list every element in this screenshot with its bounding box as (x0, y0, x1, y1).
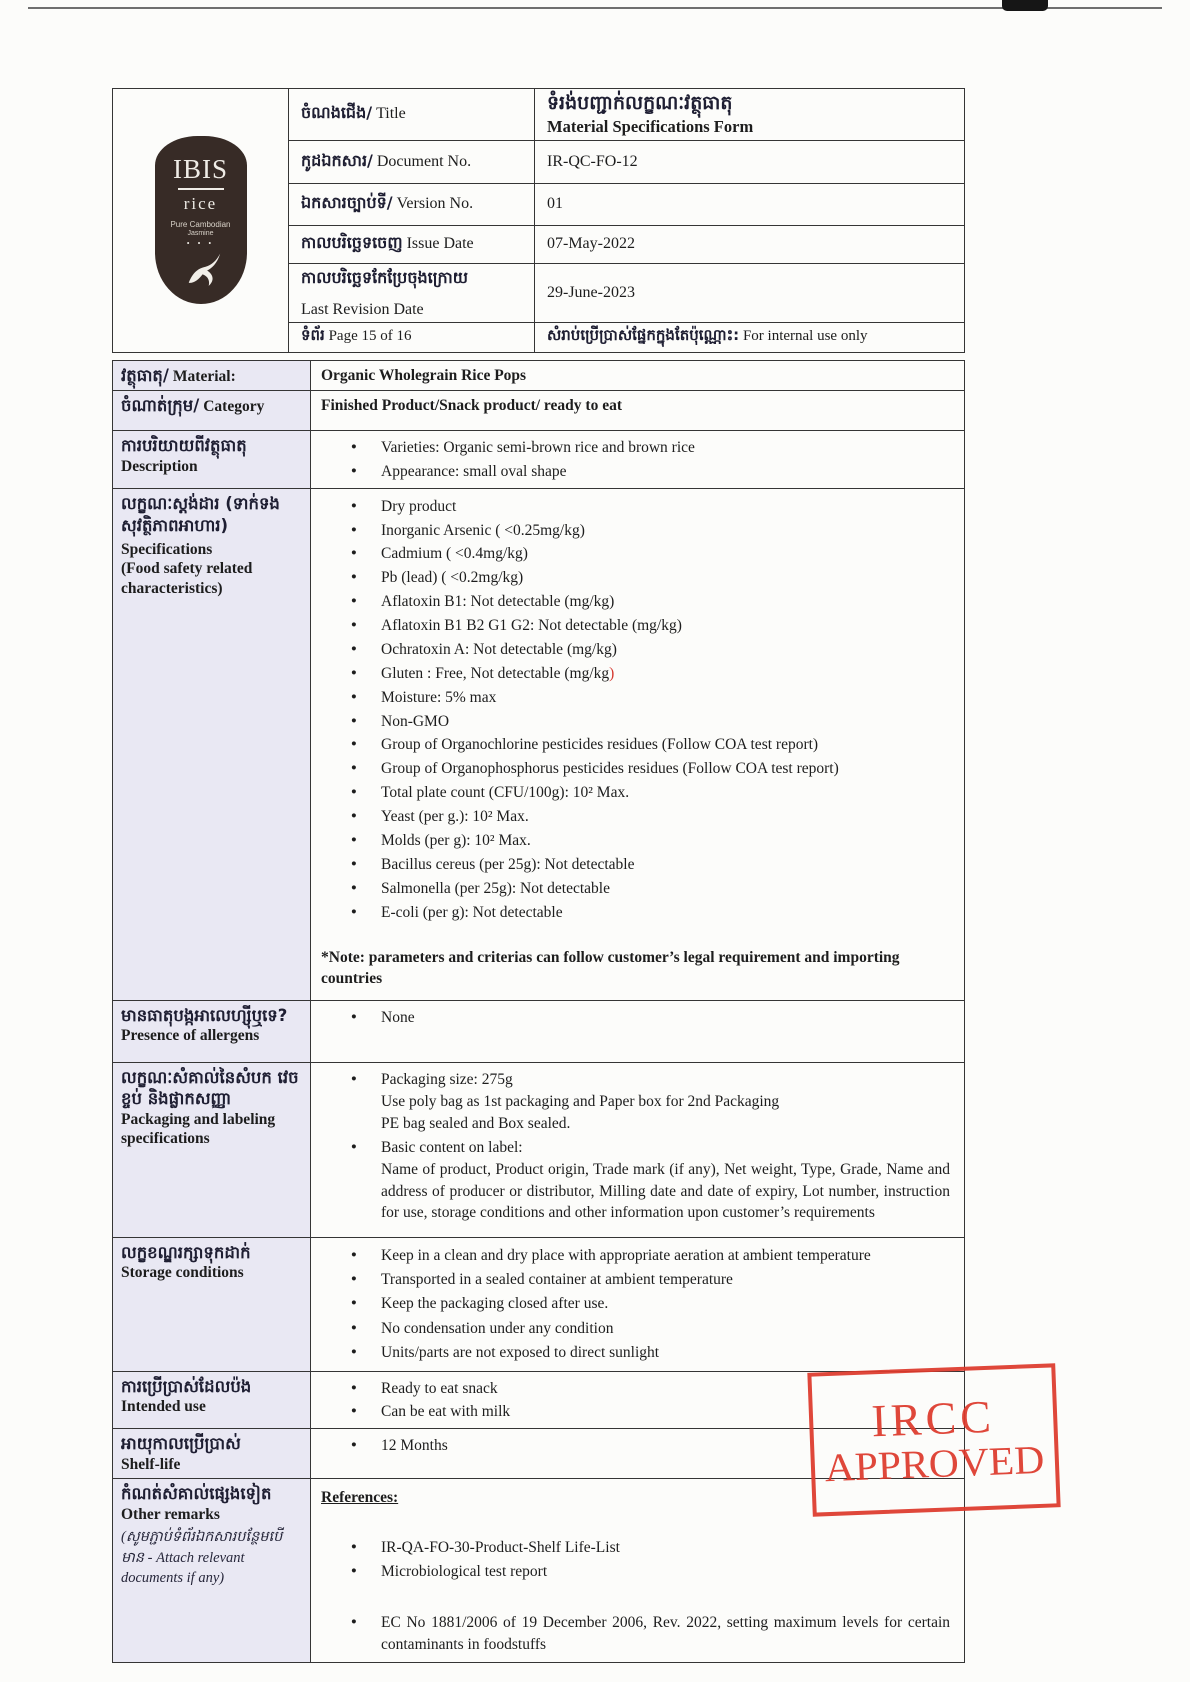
bullet-icon: ● (351, 1141, 357, 1152)
specifications-label-km: លក្ខណៈស្តង់ដារ (ទាក់ទងសុវត្ថិភាពអាហារ) (121, 494, 280, 535)
logo-product-text: rice (183, 193, 218, 213)
header-label-issue-date-km: កាលបរិច្ឆេទចេញ (301, 233, 403, 253)
bullet-item (321, 496, 954, 517)
packaging-label (113, 1062, 311, 1237)
packaging-value-cell (311, 1062, 965, 1237)
bullet-icon: ● (351, 1011, 357, 1022)
bullet-icon: ● (351, 442, 357, 453)
allergens-value-cell (311, 1000, 965, 1062)
bullet-icon: ● (351, 1322, 357, 1333)
document-title-khmer: ទំរង់បញ្ជាក់លក្ខណៈវត្ថុធាតុ (547, 92, 733, 114)
intended-use-label-en: Intended use (121, 1398, 206, 1415)
row-material (113, 361, 965, 391)
bullet-text: Group of Organochlorine pesticides residues (Follow COA test report) (381, 736, 819, 754)
packaging-label-en: Packaging and labeling specifications (121, 1110, 276, 1147)
bullet-item (321, 461, 954, 482)
logo-divider (178, 188, 224, 190)
logo-tagline-2: Jasmine (187, 229, 214, 237)
bullet-text: Can be eat with milk (381, 1402, 511, 1420)
bullet-item (321, 782, 954, 803)
bullet-text: Ready to eat snack (381, 1379, 498, 1397)
bullet-icon: ● (351, 811, 357, 822)
bullet-icon: ● (351, 548, 357, 559)
bullet-text: EC No 1881/2006 of 19 December 2006, Rev. 2022, setting maximum levels for certain contaminants in foodstuffs (381, 1614, 950, 1653)
document-title: Material Specifications Form (547, 116, 754, 136)
bullet-text: Bacillus cereus (per 25g): Not detectable (381, 855, 635, 873)
bullet-text: Dry product (381, 497, 457, 515)
bullet-item (321, 1293, 954, 1314)
header-label-title (289, 89, 535, 141)
ibis-rice-logo (155, 136, 247, 304)
page-number-text: Page 15 of 16 (328, 328, 412, 345)
bullet-item (321, 711, 954, 732)
other-remarks-label-en: Other remarks (121, 1505, 220, 1523)
storage-label (113, 1237, 311, 1371)
bullet-item (321, 1612, 954, 1655)
packaging-bullet-list (321, 1069, 954, 1224)
row-packaging (113, 1062, 965, 1237)
bullet-icon: ● (351, 500, 357, 511)
bullet-text: Keep in a clean and dry place with appropriate aeration at ambient temperature (381, 1246, 871, 1264)
bullet-text: Microbiological test report (381, 1562, 548, 1580)
bullet-icon: ● (351, 882, 357, 893)
bullet-item (321, 854, 954, 875)
bullet-text: Total plate count (CFU/100g): 10² Max. (381, 784, 630, 802)
bullet-item (321, 437, 954, 458)
specifications-label-en: Specifications (121, 541, 213, 559)
bullet-icon: ● (351, 834, 357, 845)
allergens-label-en: Presence of allergens (121, 1027, 260, 1045)
row-storage (113, 1237, 965, 1371)
header-label-page-km: ទំព័រ (301, 326, 325, 345)
bullet-text: Pb (lead) ( <0.2mg/kg) (381, 569, 524, 587)
description-label-km: ការបរិយាយពីវត្ថុធាតុ (121, 436, 247, 456)
bullet-text: Packaging size: 275g Use poly bag as 1st packaging and Paper box for 2nd Packaging PE bag sealed and Box sealed. (381, 1069, 954, 1135)
allergens-label (113, 1000, 311, 1062)
bullet-icon: ● (351, 739, 357, 750)
bullet-icon: ● (351, 667, 357, 678)
bullet-item (321, 806, 954, 827)
description-value-cell (311, 431, 965, 489)
ibis-bird-icon (178, 251, 224, 287)
bullet-icon: ● (351, 524, 357, 535)
header-label-document-no-km: កូដឯកសារ/ (301, 150, 373, 170)
specifications-bullet-list (321, 496, 954, 923)
ircc-approved-stamp (807, 1363, 1060, 1516)
bullet-text: IR-QA-FO-30-Product-Shelf Life-List (381, 1538, 620, 1556)
specifications-label (113, 489, 311, 1001)
bullet-text: Basic content on label: Name of product, Product origin, Trade mark (if any), Net weight, Type, Grade, Name and address of producer or distributor, Milling date and date of expiry, Lot number, instruction for use, storage conditions and other information upon customer’s requirements (381, 1137, 954, 1224)
bullet-text: Varieties: Organic semi-brown rice and brown rice (381, 439, 695, 457)
bullet-item (321, 878, 954, 899)
bullet-icon: ● (351, 1541, 357, 1552)
document-number-value: IR-QC-FO-12 (535, 140, 965, 183)
description-label-en: Description (121, 457, 198, 475)
bullet-icon: ● (351, 1249, 357, 1260)
logo-tagline-1: Pure Cambodian (170, 219, 231, 229)
bullet-item (321, 1561, 954, 1582)
internal-use-text: For internal use only (742, 328, 868, 345)
bullet-text: No condensation under any condition (381, 1319, 614, 1337)
references-heading: References: (321, 1489, 399, 1507)
bullet-item (321, 615, 954, 636)
storage-label-en: Storage conditions (121, 1264, 244, 1282)
intended-use-label-km: ការប្រើប្រាស់ដែលប៉ង (121, 1376, 252, 1396)
bullet-text: None (381, 1008, 415, 1026)
bullet-item (321, 687, 954, 708)
header-row-title (113, 89, 965, 141)
bullet-item (321, 902, 954, 923)
red-parenthesis: ) (609, 664, 615, 682)
logo-cell (113, 89, 289, 353)
category-value: Finished Product/Snack product/ ready to eat (321, 397, 622, 415)
bullet-icon: ● (351, 1617, 357, 1628)
header-label-last-revision (289, 263, 535, 322)
row-category (113, 391, 965, 431)
bullet-icon: ● (351, 1073, 357, 1084)
material-label (113, 361, 311, 391)
header-label-version (289, 183, 535, 225)
category-label (113, 391, 311, 431)
stamp-approved-text: APPROVED (824, 1436, 1046, 1491)
document-header-table (112, 88, 965, 353)
bullet-icon: ● (351, 596, 357, 607)
internal-use-khmer: សំរាប់ប្រើប្រាស់ផ្នែកក្នុងតែប៉ុណ្ណោះ: (547, 326, 740, 345)
bullet-icon: ● (351, 465, 357, 476)
description-label (113, 431, 311, 489)
storage-bullet-list (321, 1245, 954, 1364)
bullet-text: Cadmium ( <0.4mg/kg) (381, 545, 528, 563)
bullet-item (321, 1069, 954, 1135)
version-number-value: 01 (535, 183, 965, 225)
specifications-value-cell (311, 489, 965, 1001)
bullet-icon: ● (351, 620, 357, 631)
logo-dots: • • • (186, 238, 215, 248)
shelf-life-label-km: អាយុកាលប្រើប្រាស់ (121, 1434, 241, 1454)
header-label-last-revision-en: Last Revision Date (301, 300, 424, 318)
stamp-org-text: IRCC (870, 1390, 996, 1447)
material-label-km: វត្ថុធាតុ/ (121, 366, 169, 385)
other-remarks-label-km: កំណត់សំគាល់ផ្សេងទៀត (121, 1484, 272, 1504)
bullet-item (321, 830, 954, 851)
header-label-title-km: ចំណងជើង/ (301, 103, 373, 123)
intended-use-label (113, 1371, 311, 1429)
bullet-text: 12 Months (381, 1437, 448, 1455)
last-revision-date-value: 29-June-2023 (535, 263, 965, 322)
allergens-bullet-list (321, 1007, 954, 1028)
header-label-issue-date (289, 225, 535, 263)
bullet-text: Keep the packaging closed after use. (381, 1295, 609, 1313)
logo-brand-text: IBIS (172, 154, 228, 185)
bullet-icon: ● (351, 787, 357, 798)
material-value: Organic Wholegrain Rice Pops (321, 367, 527, 384)
bullet-icon: ● (351, 691, 357, 702)
packaging-label-km: លក្ខណៈសំគាល់នៃសំបក វេចខ្ចប់ និងផ្លាកសញ្ញា (121, 1067, 299, 1109)
issue-date-value: 07-May-2022 (535, 225, 965, 263)
row-specifications (113, 489, 965, 1001)
bullet-text: Appearance: small oval shape (381, 462, 567, 480)
bullet-icon: ● (351, 1405, 357, 1416)
scan-artifact-line (28, 7, 1162, 9)
bullet-item (321, 1269, 954, 1290)
bullet-item (321, 663, 954, 684)
bullet-item (321, 1137, 954, 1224)
header-value-title (535, 89, 965, 141)
bullet-item (321, 639, 954, 660)
row-description (113, 431, 965, 489)
bullet-subline: Use poly bag as 1st packaging and Paper box for 2nd Packaging (381, 1093, 780, 1111)
bullet-text: Non-GMO (381, 712, 450, 730)
bullet-item (321, 758, 954, 779)
bullet-icon: ● (351, 1298, 357, 1309)
header-label-last-revision-km: កាលបរិច្ឆេទកែប្រែចុងក្រោយ (301, 267, 468, 287)
bullet-item (321, 520, 954, 541)
other-remarks-label (113, 1479, 311, 1663)
header-label-document-no (289, 140, 535, 183)
bullet-icon: ● (351, 1440, 357, 1451)
bullet-text: Yeast (per g.): 10² Max. (381, 808, 529, 826)
bullet-text: Salmonella (per 25g): Not detectable (381, 879, 610, 897)
bullet-text: Ochratoxin A: Not detectable (mg/kg) (381, 640, 617, 658)
bullet-text: E-coli (per g): Not detectable (381, 903, 563, 921)
storage-value-cell (311, 1237, 965, 1371)
bullet-text: Units/parts are not exposed to direct sunlight (381, 1344, 660, 1362)
bullet-icon: ● (351, 1565, 357, 1576)
bullet-item (321, 1007, 954, 1028)
header-label-page (289, 322, 535, 352)
internal-use-cell (535, 322, 965, 352)
row-allergens (113, 1000, 965, 1062)
category-value-cell (311, 391, 965, 431)
header-label-title-en: Title (376, 105, 406, 123)
allergens-label-km: មានធាតុបង្កអាលេហ្ស៊ីឬទេ? (121, 1005, 288, 1025)
bullet-text: Group of Organophosphorus pesticides residues (Follow COA test report) (381, 760, 839, 778)
header-label-version-en: Version No. (396, 195, 474, 213)
references-bullet-list (321, 1537, 954, 1656)
bullet-icon: ● (351, 572, 357, 583)
bullet-icon: ● (351, 1382, 357, 1393)
bullet-icon: ● (351, 1347, 357, 1358)
bullet-item (321, 734, 954, 755)
bullet-item (321, 1245, 954, 1266)
bullet-icon: ● (351, 763, 357, 774)
specifications-label-en-2: (Food safety related characteristics) (121, 560, 253, 597)
bullet-text: Gluten : Free, Not detectable (mg/kg) (381, 664, 615, 682)
bullet-item (321, 591, 954, 612)
bullet-item (321, 567, 954, 588)
bullet-subline: PE bag sealed and Box sealed. (381, 1115, 571, 1133)
bullet-text: Molds (per g): 10² Max. (381, 831, 531, 849)
bullet-icon: ● (351, 858, 357, 869)
bullet-subline: Name of product, Product origin, Trade mark (if any), Net weight, Type, Grade, Name and address of producer or distributor, Milling date and date of expiry, Lot number, instruction for use, storage conditions and other information upon customer’s requirements (381, 1161, 950, 1221)
bullet-item (321, 1342, 954, 1363)
category-label-km: ចំណាត់ក្រុម/ (121, 396, 200, 416)
category-label-en: Category (203, 398, 265, 416)
bullet-item (321, 1318, 954, 1339)
bullet-text: Transported in a sealed container at ambient temperature (381, 1271, 733, 1289)
bullet-text: Moisture: 5% max (381, 688, 497, 706)
header-label-version-km: ឯកសារច្បាប់ទី/ (301, 193, 393, 213)
scan-artifact-blob (1002, 0, 1048, 11)
bullet-item (321, 543, 954, 564)
header-label-document-no-en: Document No. (376, 152, 472, 170)
bullet-icon: ● (351, 715, 357, 726)
bullet-item (321, 1537, 954, 1558)
attach-documents-note: (សូមភ្ជាប់ទំព័រឯកសារបន្ថែមបើមាន - Attach relevant documents if any) (121, 1528, 283, 1586)
bullet-icon: ● (351, 906, 357, 917)
material-label-en: Material: (172, 368, 236, 385)
material-value-cell (311, 361, 965, 391)
bullet-text: Aflatoxin B1: Not detectable (mg/kg) (381, 593, 615, 611)
bullet-text: Aflatoxin B1 B2 G1 G2: Not detectable (mg/kg) (381, 617, 682, 635)
bullet-text: Inorganic Arsenic ( <0.25mg/kg) (381, 521, 585, 539)
description-bullet-list (321, 437, 954, 482)
shelf-life-label (113, 1429, 311, 1479)
specifications-note: *Note: parameters and criterias can follow customer’s legal requirement and importing countries (321, 948, 900, 988)
bullet-icon: ● (351, 643, 357, 654)
bullet-icon: ● (351, 1274, 357, 1285)
header-label-issue-date-en: Issue Date (406, 235, 474, 253)
storage-label-km: លក្ខខណ្ឌរក្សាទុកដាក់ (121, 1242, 251, 1262)
shelf-life-label-en: Shelf-life (121, 1455, 181, 1473)
